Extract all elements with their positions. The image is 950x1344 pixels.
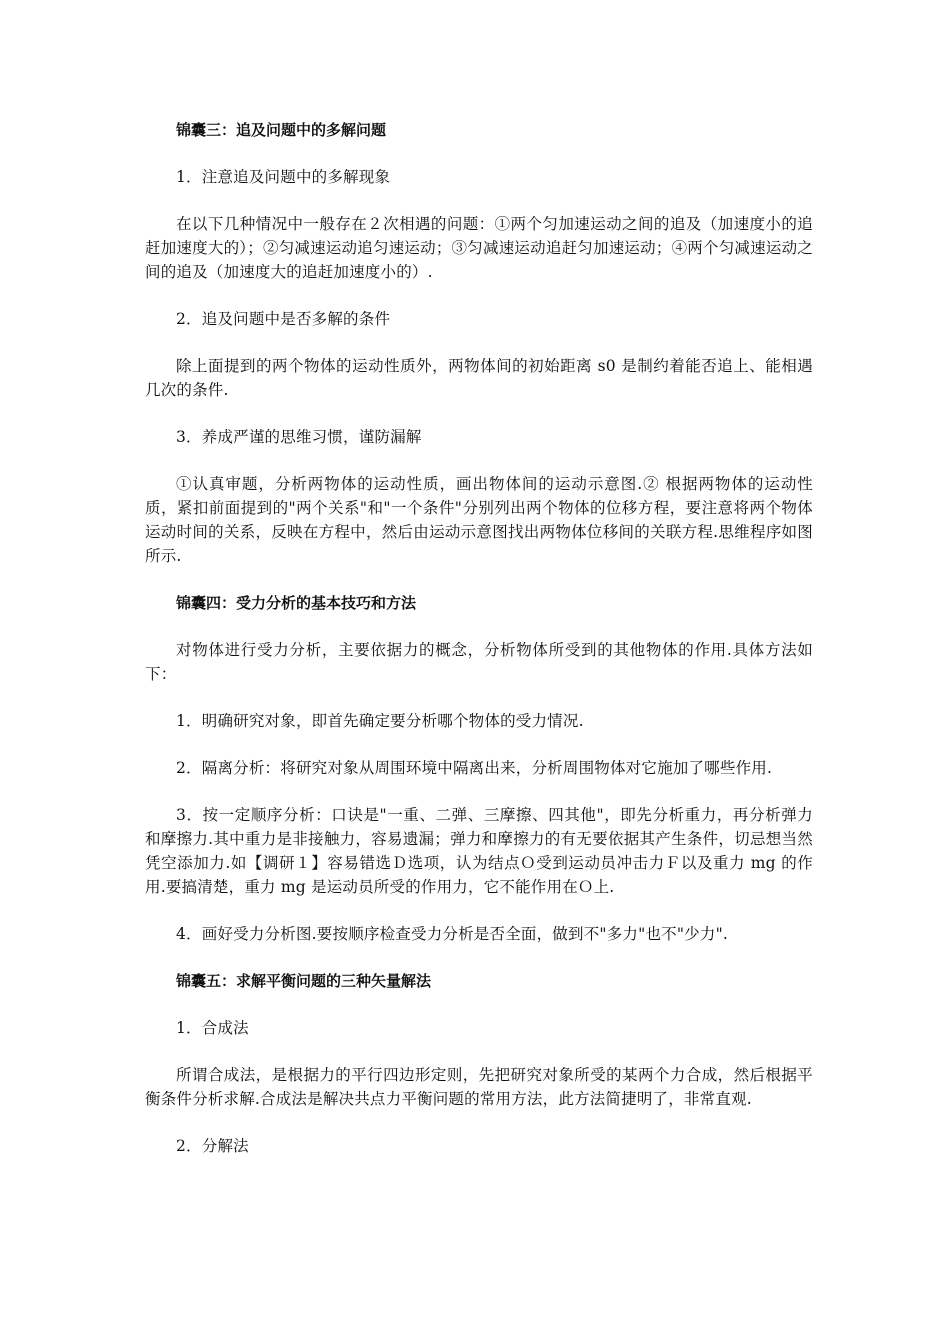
- section-heading: 锦囊四：受力分析的基本技巧和方法: [176, 594, 417, 612]
- paragraph: 1．合成法: [176, 1019, 249, 1037]
- paragraph: 1．注意追及问题中的多解现象: [176, 168, 391, 186]
- paragraph: 2．追及问题中是否多解的条件: [176, 310, 391, 328]
- paragraph: 3．养成严谨的思维习惯，谨防漏解: [176, 428, 422, 446]
- paragraph: 1．明确研究对象，即首先确定要分析哪个物体的受力情况.: [176, 712, 584, 730]
- paragraph: ①认真审题，分析两物体的运动性质，画出物体间的运动示意图.② 根据两物体的运动性质，紧扣前面提到的"两个关系"和"一个条件"分别列出两个物体的位移方程，要注意将两个物体运动时间的关系，反映在方程中，然后由运动示意图找出两物体位移间的关联方程.思维程序如图所示.: [145, 475, 813, 565]
- paragraph: 4．画好受力分析图.要按顺序检查受力分析是否全面，做到不"多力"也不"少力".: [176, 925, 729, 943]
- paragraph: 对物体进行受力分析，主要依据力的概念，分析物体所受到的其他物体的作用.具体方法如下：: [145, 641, 813, 683]
- paragraph: 2．分解法: [176, 1137, 249, 1155]
- paragraph: 2．隔离分析：将研究对象从周围环境中隔离出来，分析周围物体对它施加了哪些作用.: [176, 759, 773, 777]
- paragraph: 所谓合成法，是根据力的平行四边形定则，先把研究对象所受的某两个力合成，然后根据平衡条件分析求解.合成法是解决共点力平衡问题的常用方法，此方法简捷明了，非常直观.: [145, 1066, 813, 1108]
- paragraph: 在以下几种情况中一般存在２次相遇的问题：①两个匀加速运动之间的追及（加速度小的追赶加速度大的）；②匀减速运动追匀速运动；③匀减速运动追赶匀加速运动；④两个匀减速运动之间的追及（加速度大的追赶加速度小的）.: [145, 215, 813, 281]
- section-heading: 锦囊五：求解平衡问题的三种矢量解法: [176, 972, 432, 990]
- paragraph: 3．按一定顺序分析：口诀是"一重、二弹、三摩擦、四其他"，即先分析重力，再分析弹力和摩擦力.其中重力是非接触力，容易遗漏；弹力和摩擦力的有无要依据其产生条件，切忌想当然凭空添加力.如【调研１】容易错选Ｄ选项，认为结点Ｏ受到运动员冲击力Ｆ以及重力 mg 的作用.要搞清楚，重力 mg 是运动员所受的作用力，它不能作用在Ｏ上.: [145, 806, 813, 896]
- paragraph: 除上面提到的两个物体的运动性质外，两物体间的初始距离 s0 是制约着能否追上、能相遇几次的条件.: [145, 357, 813, 399]
- section-heading: 锦囊三：追及问题中的多解问题: [176, 121, 387, 139]
- document-body: [145, 118, 813, 1181]
